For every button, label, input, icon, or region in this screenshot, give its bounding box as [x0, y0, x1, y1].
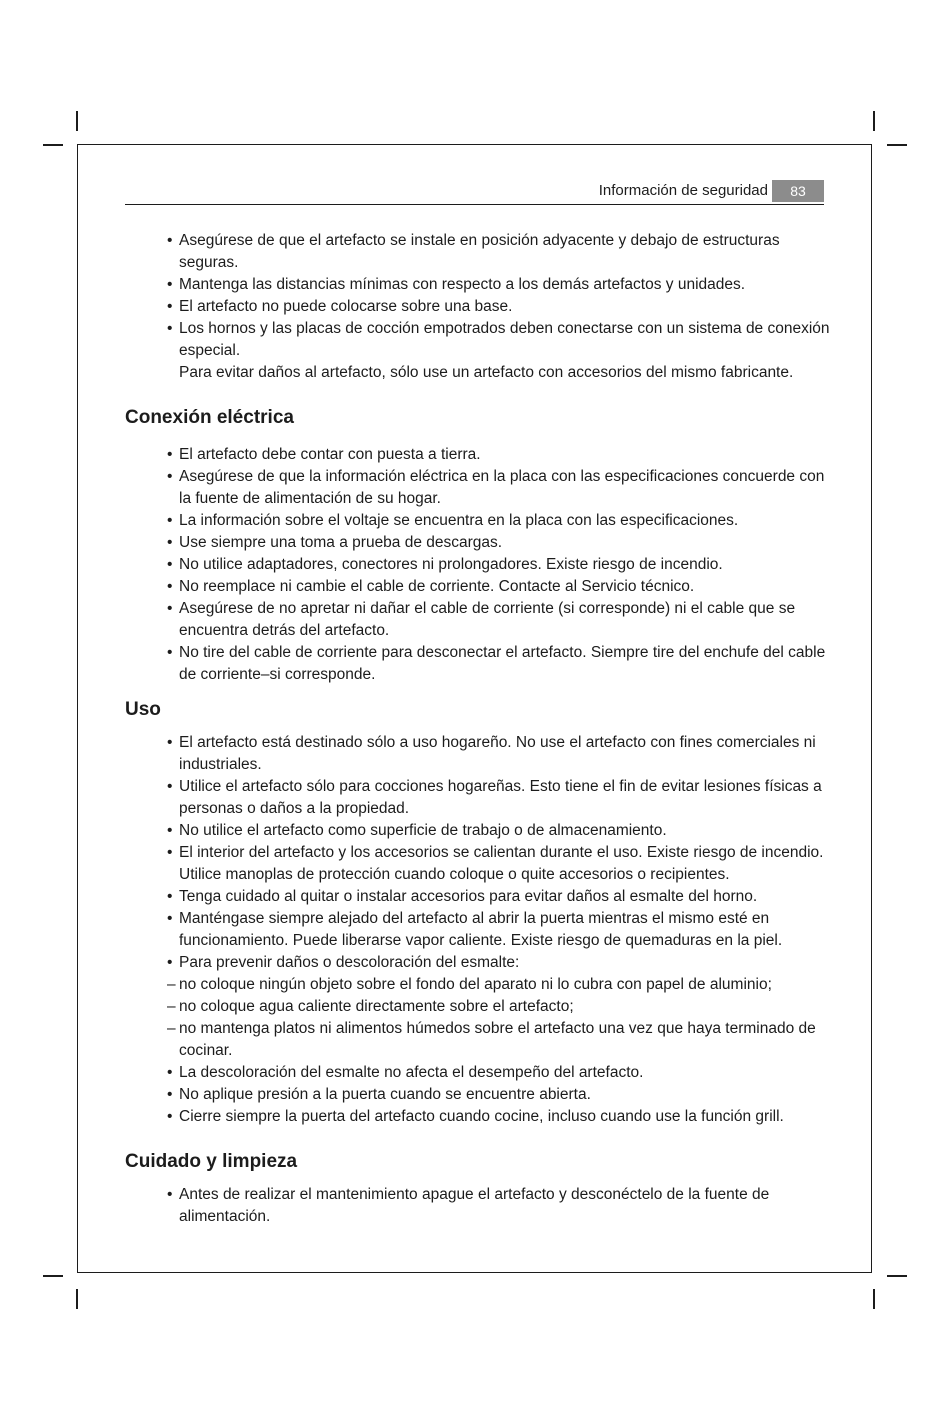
crop-mark-top-right-vertical	[873, 111, 875, 131]
list-item: • No utilice el artefacto como superficie de trabajo o de almacenamiento.	[167, 822, 667, 839]
list-item: • Manténgase siempre alejado del artefacto al abrir la puerta mientras el mismo esté en funcionamiento. Puede liberarse vapor caliente. Existe riesgo de quemaduras en la piel.	[167, 910, 783, 949]
list-item: • No aplique presión a la puerta cuando se encuentre abierta.	[167, 1086, 591, 1103]
crop-mark-bottom-right-vertical	[873, 1289, 875, 1309]
list-item: • El artefacto debe contar con puesta a tierra.	[167, 446, 481, 463]
list-item: • Los hornos y las placas de cocción empotrados deben conectarse con un sistema de conexión especial.	[167, 320, 830, 359]
list-item: • No tire del cable de corriente para desconectar el artefacto. Siempre tire del enchufe del cable de corriente–si corresponde.	[167, 644, 826, 683]
list-item: • Utilice el artefacto sólo para cocciones hogareñas. Esto tiene el fin de evitar lesiones físicas a personas o daños a la propiedad.	[167, 778, 822, 817]
list-item: • El artefacto está destinado sólo a uso hogareño. No use el artefacto con fines comerciales ni industriales.	[167, 734, 816, 773]
crop-mark-top-right-horizontal	[887, 144, 907, 146]
intro-list	[125, 230, 837, 362]
crop-mark-bottom-left-vertical	[76, 1289, 78, 1309]
list-item: • No reemplace ni cambie el cable de corriente. Contacte al Servicio técnico.	[167, 578, 695, 595]
header-title: Información de seguridad	[598, 182, 768, 199]
use-list	[125, 732, 837, 1128]
list-item: • Asegúrese de que la información eléctrica en la placa con las especificaciones concuerde con la fuente de alimentación de su hogar.	[167, 468, 825, 507]
list-item: • La información sobre el voltaje se encuentra en la placa con las especificaciones.	[167, 512, 739, 529]
list-item: • El artefacto no puede colocarse sobre una base.	[167, 298, 513, 315]
list-item: • Antes de realizar el mantenimiento apague el artefacto y desconéctelo de la fuente de alimentación.	[167, 1186, 770, 1225]
use-section	[125, 698, 837, 1128]
list-item: • Use siempre una toma a prueba de descargas.	[167, 534, 503, 551]
list-item: – no coloque agua caliente directamente sobre el artefacto;	[167, 998, 574, 1015]
list-item: • Para prevenir daños o descoloración del esmalte:	[167, 954, 520, 971]
list-item: • La descoloración del esmalte no afecta el desempeño del artefacto.	[167, 1064, 644, 1081]
page-header	[125, 179, 824, 205]
list-item: • Mantenga las distancias mínimas con respecto a los demás artefactos y unidades.	[167, 276, 746, 293]
list-item: • Asegúrese de que el artefacto se instale en posición adyacente y debajo de estructuras seguras.	[167, 232, 780, 271]
section-heading-electrical: Conexión eléctrica	[125, 407, 294, 428]
electrical-section	[125, 406, 837, 686]
list-item: • Cierre siempre la puerta del artefacto cuando cocine, incluso cuando use la función grill.	[167, 1108, 784, 1125]
crop-mark-bottom-right-horizontal	[887, 1275, 907, 1277]
list-item: • Tenga cuidado al quitar o instalar accesorios para evitar daños al esmalte del horno.	[167, 888, 758, 905]
list-item: • No utilice adaptadores, conectores ni prolongadores. Existe riesgo de incendio.	[167, 556, 723, 573]
page-number-badge: 83	[772, 180, 824, 202]
intro-section	[125, 230, 837, 384]
care-section	[125, 1150, 837, 1228]
list-item: • Asegúrese de no apretar ni dañar el cable de corriente (si corresponde) ni el cable que se encuentra detrás del artefacto.	[167, 600, 796, 639]
list-item: – no coloque ningún objeto sobre el fondo del aparato ni lo cubra con papel de aluminio;	[167, 976, 772, 993]
electrical-list	[125, 444, 837, 686]
page-content	[125, 230, 837, 1228]
section-heading-care: Cuidado y limpieza	[125, 1151, 298, 1172]
crop-mark-top-left-horizontal	[43, 144, 63, 146]
list-item: – no mantenga platos ni alimentos húmedos sobre el artefacto una vez que haya terminado de cocinar.	[167, 1020, 816, 1059]
crop-mark-bottom-left-horizontal	[43, 1275, 63, 1277]
section-heading-use: Uso	[125, 699, 161, 720]
care-list	[125, 1184, 837, 1228]
list-item: • El interior del artefacto y los accesorios se calientan durante el uso. Existe riesgo de incendio. Utilice manoplas de protección cuando coloque o quite accesorios o recipientes.	[167, 844, 824, 883]
crop-mark-top-left-vertical	[76, 111, 78, 131]
intro-note: Para evitar daños al artefacto, sólo use un artefacto con accesorios del mismo fabricante.	[179, 364, 794, 381]
